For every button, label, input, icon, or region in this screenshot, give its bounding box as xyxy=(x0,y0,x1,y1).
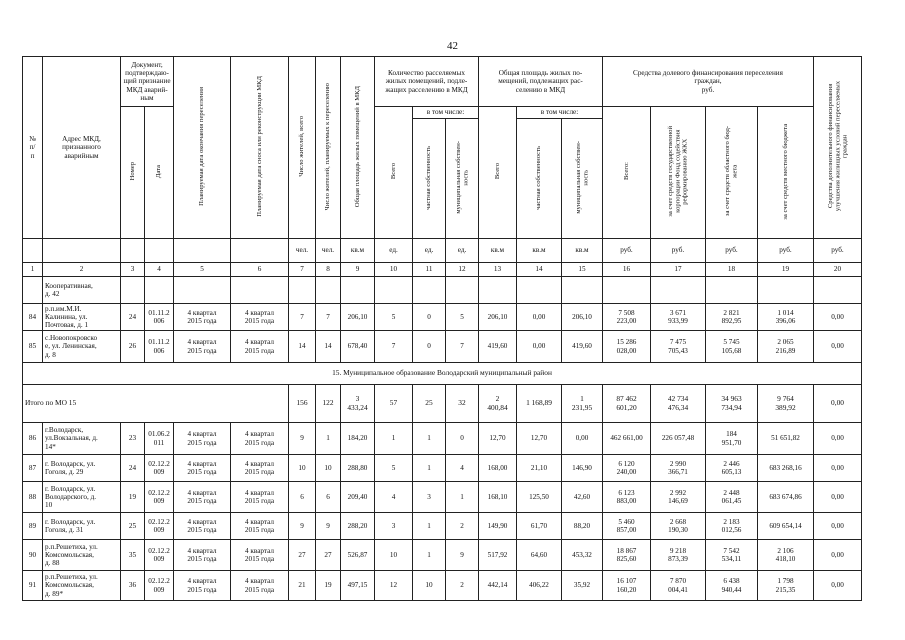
data-cell: 517,92 xyxy=(479,540,517,571)
data-cell: 88 xyxy=(23,482,43,513)
data-cell: 0,00 xyxy=(814,540,862,571)
data-cell: 1 xyxy=(413,423,446,455)
unit-cell: чел. xyxy=(289,239,316,263)
data-cell: 27 xyxy=(289,540,316,571)
header-planned-resettlement: Планируемая дата окончания переселения xyxy=(174,57,231,239)
data-cell: 15 286 028,00 xyxy=(603,331,651,363)
continuation-row xyxy=(23,277,862,304)
table-row xyxy=(23,331,862,363)
header-funding-total: Всего: xyxy=(603,107,651,239)
subtotal-cell: 156 xyxy=(289,385,316,423)
data-cell: 9 xyxy=(289,423,316,455)
column-number-cell: 6 xyxy=(231,263,289,277)
data-cell: 10 xyxy=(316,455,341,482)
data-cell: 0,00 xyxy=(814,571,862,601)
data-cell: 5 460 857,00 xyxy=(603,513,651,540)
address-cell: г. Володарск, ул. Гоголя, д. 31 xyxy=(43,513,121,540)
unit-cell xyxy=(174,239,231,263)
subtotal-label: Итого по МО 15 xyxy=(23,385,289,423)
data-cell: 27 xyxy=(316,540,341,571)
data-cell: 2 992 146,69 xyxy=(651,482,706,513)
data-cell: 12 xyxy=(375,571,413,601)
data-cell: 1 xyxy=(413,513,446,540)
column-number-cell: 7 xyxy=(289,263,316,277)
data-cell: 678,40 xyxy=(341,331,375,363)
data-cell: 85 xyxy=(23,331,43,363)
data-cell: 1 014 396,06 xyxy=(758,304,814,331)
data-cell: 91 xyxy=(23,571,43,601)
data-cell: 683 268,16 xyxy=(758,455,814,482)
data-cell: 1 xyxy=(446,482,479,513)
unit-cell: руб. xyxy=(651,239,706,263)
column-number-cell: 11 xyxy=(413,263,446,277)
data-cell: 25 xyxy=(121,513,145,540)
data-cell: 288,80 xyxy=(341,455,375,482)
subtotal-cell: 87 462 601,20 xyxy=(603,385,651,423)
data-cell: 51 651,82 xyxy=(758,423,814,455)
data-cell: 10 xyxy=(289,455,316,482)
data-cell: 10 xyxy=(413,571,446,601)
table-row xyxy=(23,513,862,540)
data-cell: 168,10 xyxy=(479,482,517,513)
subtotal-cell: 34 963 734,94 xyxy=(706,385,758,423)
data-cell: 4 квартал 2015 года xyxy=(231,513,289,540)
data-cell: 19 xyxy=(316,571,341,601)
subtotal-cell: 3 433,24 xyxy=(341,385,375,423)
data-cell: 2 xyxy=(446,513,479,540)
column-number-cell: 20 xyxy=(814,263,862,277)
data-cell: 2 183 012,56 xyxy=(706,513,758,540)
data-cell: 14 xyxy=(289,331,316,363)
column-number-cell: 3 xyxy=(121,263,145,277)
unit-cell xyxy=(43,239,121,263)
data-cell: 146,90 xyxy=(562,455,603,482)
data-cell: 2 106 418,10 xyxy=(758,540,814,571)
data-cell: 3 671 933,99 xyxy=(651,304,706,331)
data-cell: 0 xyxy=(413,304,446,331)
data-cell: 5 xyxy=(375,455,413,482)
data-cell: 4 квартал 2015 года xyxy=(174,423,231,455)
column-number-cell: 8 xyxy=(316,263,341,277)
subtotal-cell: 42 734 476,34 xyxy=(651,385,706,423)
units-row xyxy=(23,239,862,263)
data-cell: 4 квартал 2015 года xyxy=(174,571,231,601)
header-area-total: Общая площадь жилых помещений в МКД xyxy=(341,57,375,239)
column-number-cell: 13 xyxy=(479,263,517,277)
data-cell: 89 xyxy=(23,513,43,540)
data-cell: 0,00 xyxy=(814,331,862,363)
header-num: № п/ п xyxy=(23,57,43,239)
subtotal-cell: 25 xyxy=(413,385,446,423)
data-cell: 206,10 xyxy=(341,304,375,331)
unit-cell: ед. xyxy=(446,239,479,263)
data-cell: 1 xyxy=(413,455,446,482)
unit-cell xyxy=(145,239,174,263)
data-cell: 24 xyxy=(121,455,145,482)
header-residents-planned: Число жителей, планируемых к переселению xyxy=(316,57,341,239)
header-address: Адрес МКД, признанного аварийным xyxy=(43,57,121,239)
data-cell: 18 867 825,60 xyxy=(603,540,651,571)
data-cell: 16 107 160,20 xyxy=(603,571,651,601)
unit-cell xyxy=(231,239,289,263)
header-fund-regional: за счет средств областного бюд- жета xyxy=(706,107,758,239)
data-cell: 4 квартал 2015 года xyxy=(231,455,289,482)
unit-cell: ед. xyxy=(375,239,413,263)
data-cell: 0,00 xyxy=(814,513,862,540)
address-cell: г.Володарск, ул.Вокзальная, д. 14* xyxy=(43,423,121,455)
data-cell: 7 508 223,00 xyxy=(603,304,651,331)
section-title: 15. Муниципальное образование Володарский муниципальный район xyxy=(23,363,862,385)
data-cell: 02.12.2 009 xyxy=(145,455,174,482)
header-area-sub-total: Всего xyxy=(479,107,517,239)
data-cell: 0,00 xyxy=(814,482,862,513)
data-cell: 42,60 xyxy=(562,482,603,513)
data-cell: 2 xyxy=(446,571,479,601)
data-cell: 4 квартал 2015 года xyxy=(231,571,289,601)
header-count-total: Всего xyxy=(375,107,413,239)
column-number-cell: 18 xyxy=(706,263,758,277)
data-cell: 88,20 xyxy=(562,513,603,540)
subtotal-cell: 1 231,95 xyxy=(562,385,603,423)
data-cell: 4 квартал 2015 года xyxy=(174,331,231,363)
data-cell: 0 xyxy=(446,423,479,455)
data-cell: 02.12.2 009 xyxy=(145,540,174,571)
data-cell: 2 821 892,95 xyxy=(706,304,758,331)
data-cell: 0,00 xyxy=(562,423,603,455)
unit-cell: руб. xyxy=(603,239,651,263)
header-doc-number: Номер xyxy=(121,107,145,239)
data-cell: 7 542 534,11 xyxy=(706,540,758,571)
data-cell: 184 951,70 xyxy=(706,423,758,455)
data-cell: 453,32 xyxy=(562,540,603,571)
data-cell: 0,00 xyxy=(814,423,862,455)
unit-cell: руб. xyxy=(706,239,758,263)
data-cell: 497,15 xyxy=(341,571,375,601)
data-cell: 2 448 061,45 xyxy=(706,482,758,513)
data-cell: 4 квартал 2015 года xyxy=(231,482,289,513)
header-doc-date: Дата xyxy=(145,107,174,239)
data-cell: 419,60 xyxy=(479,331,517,363)
column-number-cell: 2 xyxy=(43,263,121,277)
data-cell: 5 xyxy=(446,304,479,331)
data-cell: 9 xyxy=(446,540,479,571)
column-number-cell: 5 xyxy=(174,263,231,277)
column-number-cell: 4 xyxy=(145,263,174,277)
column-numbers-row xyxy=(23,263,862,277)
data-cell: 4 квартал 2015 года xyxy=(174,455,231,482)
data-cell: 7 xyxy=(289,304,316,331)
data-cell: 23 xyxy=(121,423,145,455)
data-cell: 149,90 xyxy=(479,513,517,540)
address-cell: г. Володарск, ул. Володарского, д. 10 xyxy=(43,482,121,513)
header-area-group: Общая площадь жилых по- мещений, подлежащих рас- селению в МКД xyxy=(479,57,603,107)
data-cell: 5 745 105,68 xyxy=(706,331,758,363)
data-cell: 7 475 705,43 xyxy=(651,331,706,363)
data-cell: 7 xyxy=(375,331,413,363)
header-planned-demolition: Планируемая дата сноса или реконструкции МКД xyxy=(231,57,289,239)
unit-cell: руб. xyxy=(758,239,814,263)
data-cell: 288,20 xyxy=(341,513,375,540)
data-cell: 5 xyxy=(375,304,413,331)
data-cell: 406,22 xyxy=(517,571,562,601)
data-cell: 02.12.2 009 xyxy=(145,482,174,513)
column-number-cell: 10 xyxy=(375,263,413,277)
data-cell: 125,50 xyxy=(517,482,562,513)
header-additional-funds: Средства дополнительного финансирования улучшения жилищных условий переселяемых граждан xyxy=(814,57,862,239)
data-cell: 26 xyxy=(121,331,145,363)
data-cell: 64,60 xyxy=(517,540,562,571)
continuation-address: Кооперативная, д. 42 xyxy=(43,277,121,304)
address-cell: с.Новопокровско е, ул. Ленинская, д. 8 xyxy=(43,331,121,363)
header-fund-federal: за счет средств государственной корпорации Фонд содействия реформированию ЖКХ xyxy=(651,107,706,239)
data-cell: 21 xyxy=(289,571,316,601)
data-cell: 19 xyxy=(121,482,145,513)
data-cell: 526,87 xyxy=(341,540,375,571)
data-cell: 3 xyxy=(375,513,413,540)
header-fund-local: за счет средств местного бюджета xyxy=(758,107,814,239)
header-count-private: частная собственность xyxy=(413,119,446,239)
data-cell: 4 квартал 2015 года xyxy=(174,482,231,513)
unit-cell: кв.м xyxy=(562,239,603,263)
data-cell: 4 квартал 2015 года xyxy=(174,540,231,571)
data-cell: 1 xyxy=(413,540,446,571)
header-count-group: Количество расселяемых жилых помещений, подле- жащих расселению в МКД xyxy=(375,57,479,107)
header-count-municipal: муниципальная собствен- ность xyxy=(446,119,479,239)
data-cell: 9 218 873,39 xyxy=(651,540,706,571)
subtotal-cell: 57 xyxy=(375,385,413,423)
data-cell: 9 xyxy=(289,513,316,540)
address-cell: р.п.Решетиха, ул. Комсомольская, д. 88 xyxy=(43,540,121,571)
data-cell: 6 120 240,00 xyxy=(603,455,651,482)
data-cell: 90 xyxy=(23,540,43,571)
header-document: Документ, подтверждаю- щий признание МКД аварий- ным xyxy=(121,57,174,107)
unit-cell xyxy=(121,239,145,263)
data-cell: 36 xyxy=(121,571,145,601)
unit-cell: руб. xyxy=(814,239,862,263)
header-count-in-that: в том числе: xyxy=(413,107,479,119)
column-number-cell: 12 xyxy=(446,263,479,277)
data-cell: 462 661,00 xyxy=(603,423,651,455)
unit-cell: чел. xyxy=(316,239,341,263)
data-cell: 7 xyxy=(316,304,341,331)
column-number-cell: 1 xyxy=(23,263,43,277)
table-row xyxy=(23,482,862,513)
subtotal-cell: 1 168,89 xyxy=(517,385,562,423)
address-cell: р.п.им.М.И. Калинина, ул. Почтовая, д. 1 xyxy=(43,304,121,331)
data-cell: 0,00 xyxy=(814,455,862,482)
header-area-private: частная собственность xyxy=(517,119,562,239)
data-cell: 4 xyxy=(446,455,479,482)
subtotal-cell: 32 xyxy=(446,385,479,423)
data-cell: 419,60 xyxy=(562,331,603,363)
data-cell: 7 xyxy=(446,331,479,363)
data-cell: 226 057,48 xyxy=(651,423,706,455)
data-cell: 86 xyxy=(23,423,43,455)
data-cell: 10 xyxy=(375,540,413,571)
data-cell: 35 xyxy=(121,540,145,571)
data-cell: 7 870 004,41 xyxy=(651,571,706,601)
data-cell: 2 668 190,30 xyxy=(651,513,706,540)
data-cell: 206,10 xyxy=(562,304,603,331)
data-cell: 21,10 xyxy=(517,455,562,482)
column-number-cell: 17 xyxy=(651,263,706,277)
address-cell: р.п.Решетиха, ул. Комсомольская, д. 89* xyxy=(43,571,121,601)
data-cell: 0,00 xyxy=(814,304,862,331)
data-cell: 1 xyxy=(316,423,341,455)
data-cell: 9 xyxy=(316,513,341,540)
data-cell: 12,70 xyxy=(517,423,562,455)
column-number-cell: 19 xyxy=(758,263,814,277)
data-cell: 0,00 xyxy=(517,331,562,363)
unit-cell: кв.м xyxy=(479,239,517,263)
column-number-cell: 9 xyxy=(341,263,375,277)
data-cell: 6 xyxy=(316,482,341,513)
data-cell: 3 xyxy=(413,482,446,513)
data-cell: 168,00 xyxy=(479,455,517,482)
data-cell: 442,14 xyxy=(479,571,517,601)
data-cell: 6 438 940,44 xyxy=(706,571,758,601)
data-cell: 61,70 xyxy=(517,513,562,540)
header-area-in-that: в том числе: xyxy=(517,107,603,119)
resettlement-table xyxy=(22,56,862,601)
data-cell: 4 квартал 2015 года xyxy=(174,304,231,331)
data-cell: 35,92 xyxy=(562,571,603,601)
data-cell: 4 xyxy=(375,482,413,513)
data-cell: 2 065 216,89 xyxy=(758,331,814,363)
data-cell: 4 квартал 2015 года xyxy=(231,331,289,363)
column-number-cell: 15 xyxy=(562,263,603,277)
unit-cell: ед. xyxy=(413,239,446,263)
data-cell: 02.12.2 009 xyxy=(145,571,174,601)
data-cell: 609 654,14 xyxy=(758,513,814,540)
header-funding-group: Средства долевого финансирования переселения граждан, руб. xyxy=(603,57,814,107)
data-cell: 14 xyxy=(316,331,341,363)
data-cell: 2 990 366,71 xyxy=(651,455,706,482)
data-cell: 0,00 xyxy=(517,304,562,331)
data-cell: 2 446 605,13 xyxy=(706,455,758,482)
header-residents-total: Число жителей, всего xyxy=(289,57,316,239)
data-cell: 4 квартал 2015 года xyxy=(231,423,289,455)
column-number-cell: 14 xyxy=(517,263,562,277)
data-cell: 01.11.2 006 xyxy=(145,304,174,331)
unit-cell: кв.м xyxy=(517,239,562,263)
data-cell: 6 xyxy=(289,482,316,513)
subtotal-cell: 122 xyxy=(316,385,341,423)
data-cell: 4 квартал 2015 года xyxy=(231,540,289,571)
data-cell: 01.11.2 006 xyxy=(145,331,174,363)
data-cell: 1 xyxy=(375,423,413,455)
data-cell: 02.12.2 009 xyxy=(145,513,174,540)
page-number: 42 xyxy=(447,40,458,52)
data-cell: 87 xyxy=(23,455,43,482)
address-cell: г. Володарск, ул. Гоголя, д. 29 xyxy=(43,455,121,482)
data-cell: 01.06.2 011 xyxy=(145,423,174,455)
subtotal-cell: 0,00 xyxy=(814,385,862,423)
data-cell: 683 674,86 xyxy=(758,482,814,513)
section-row xyxy=(23,363,862,385)
table-row xyxy=(23,423,862,455)
data-cell: 206,10 xyxy=(479,304,517,331)
table-row xyxy=(23,455,862,482)
subtotal-row xyxy=(23,385,862,423)
table-row xyxy=(23,571,862,601)
data-cell: 209,40 xyxy=(341,482,375,513)
header-area-municipal: муниципальная собствен- ность xyxy=(562,119,603,239)
unit-cell: кв.м xyxy=(341,239,375,263)
data-cell: 1 798 215,35 xyxy=(758,571,814,601)
data-cell: 0 xyxy=(413,331,446,363)
table-row xyxy=(23,304,862,331)
column-number-cell: 16 xyxy=(603,263,651,277)
subtotal-cell: 2 400,84 xyxy=(479,385,517,423)
data-cell: 12,70 xyxy=(479,423,517,455)
data-cell: 84 xyxy=(23,304,43,331)
subtotal-cell: 9 764 389,92 xyxy=(758,385,814,423)
data-cell: 6 123 883,00 xyxy=(603,482,651,513)
data-cell: 4 квартал 2015 года xyxy=(231,304,289,331)
unit-cell xyxy=(23,239,43,263)
table-row xyxy=(23,540,862,571)
data-cell: 24 xyxy=(121,304,145,331)
data-cell: 184,20 xyxy=(341,423,375,455)
data-cell: 4 квартал 2015 года xyxy=(174,513,231,540)
